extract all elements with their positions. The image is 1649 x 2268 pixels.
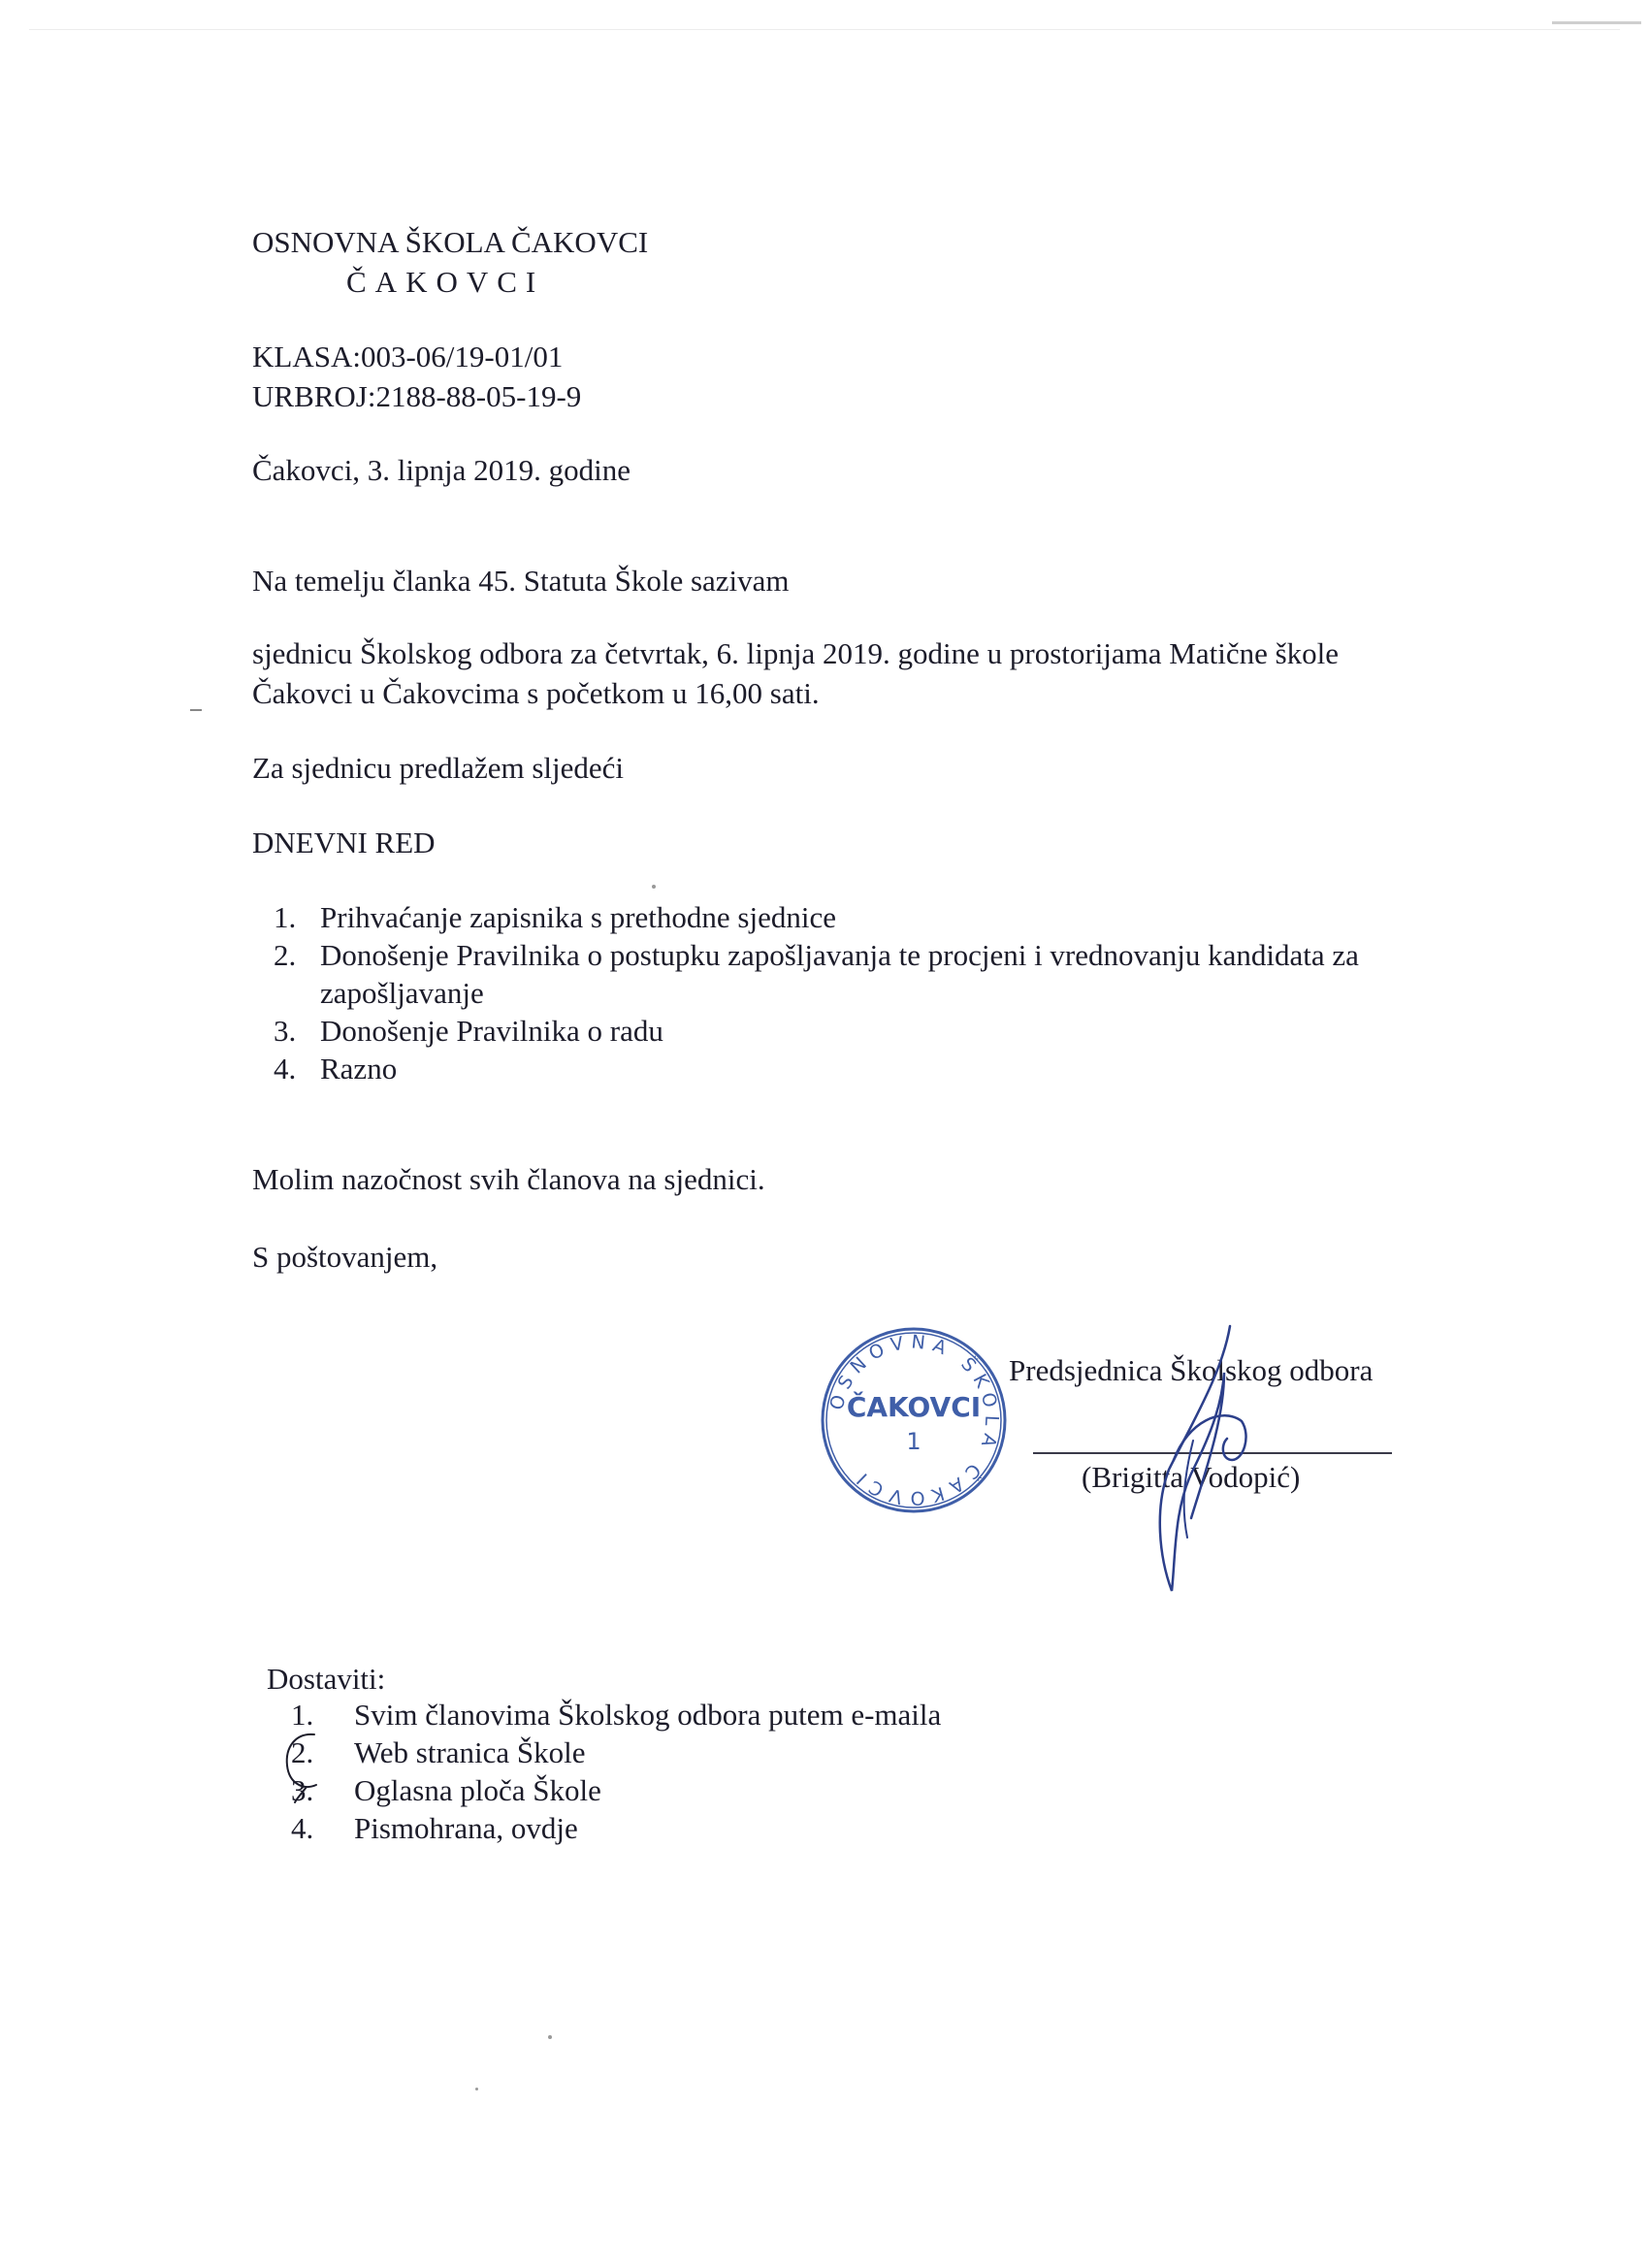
session-line-1: sjednicu Školskog odbora za četvrtak, 6. lipnja 2019. godine u prostorijama Matične škole [252,636,1340,670]
signature-title: Predsjednica Školskog odbora [1009,1353,1374,1387]
svg-text:OSNOVNA ŠKOLA ČAKOVCI: OSNOVNA ŠKOLA ČAKOVCI [825,1331,1003,1509]
scan-speck [652,885,656,889]
list-item: 4. Razno [274,1052,398,1085]
agenda-list [252,898,1484,1087]
handwritten-circle-icon [277,1727,336,1804]
school-place: ČAKOVCI [346,265,545,299]
list-item: 1. Svim članovima Školskog odbora putem e-maila [291,1698,942,1732]
list-item: 3. Donošenje Pravilnika o radu [274,1014,663,1048]
date-line: Čakovci, 3. lipnja 2019. godine [252,453,631,487]
signature-name: (Brigitta Vodopić) [1082,1460,1301,1494]
margin-mark [190,709,202,711]
intro-line: Na temelju članka 45. Statuta Škole sazivam [252,564,790,598]
delivery-list [252,1696,941,1847]
propose-line: Za sjednicu predlažem sljedeći [252,751,625,785]
school-name: OSNOVNA ŠKOLA ČAKOVCI [252,225,649,259]
agenda-title: DNEVNI RED [252,826,436,859]
klasa-line: KLASA:003-06/19-01/01 [252,340,564,373]
scan-edge-line [29,29,1620,30]
regards-line: S poštovanjem, [252,1240,438,1274]
delivery-title: Dostaviti: [267,1662,386,1696]
list-item: 4. Pismohrana, ovdje [291,1811,578,1845]
list-item: 1. Prihvaćanje zapisnika s prethodne sjednice [274,900,836,934]
handwritten-signature-icon [1116,1314,1271,1605]
list-item: 3. Oglasna ploča Škole [291,1773,601,1807]
list-item: 2. Web stranica Škole [291,1735,586,1769]
list-item: 2. Donošenje Pravilnika o postupku zapošljavanja te procjeni i vrednovanju kandidata za zapošljavanje [274,938,1359,1010]
svg-text:1: 1 [906,1428,922,1455]
urbroj-line: URBROJ:2188-88-05-19-9 [252,379,582,413]
scan-speck [475,2088,478,2090]
scan-speck [548,2035,552,2039]
school-stamp-icon [817,1323,1011,1517]
scan-edge-mark [1552,21,1641,24]
session-line-2: Čakovci u Čakovcima s početkom u 16,00 sati. [252,676,820,710]
attendance-line: Molim nazočnost svih članova na sjednici. [252,1162,765,1196]
svg-text:ČAKOVCI: ČAKOVCI [846,1391,982,1423]
